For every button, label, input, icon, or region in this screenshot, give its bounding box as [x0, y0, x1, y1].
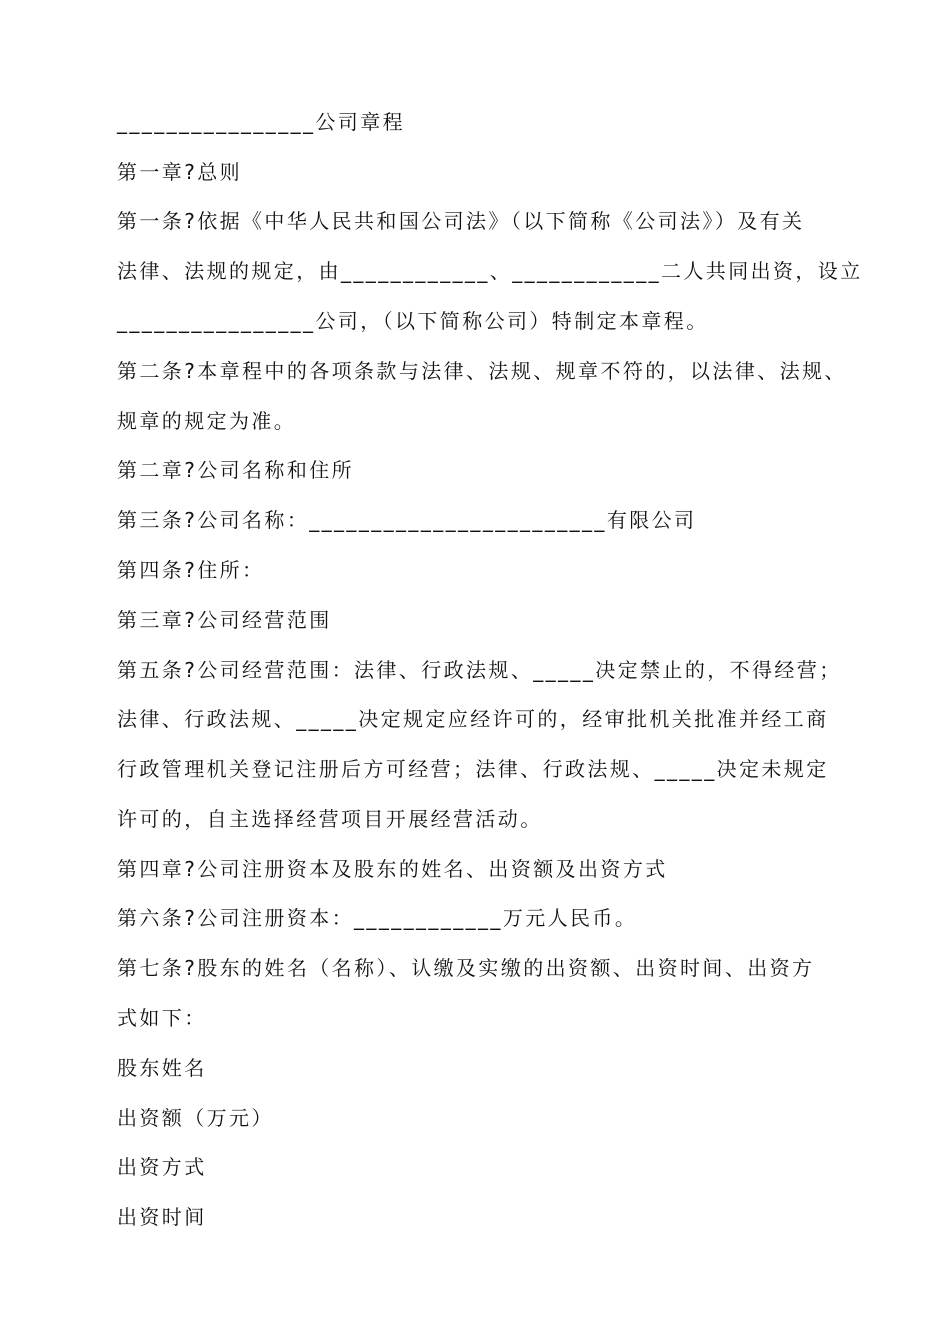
article-line: [117, 307, 709, 335]
line-text: 出资时间: [117, 1205, 207, 1229]
line-text: 第一章?总则: [117, 160, 243, 184]
line-text: 股东姓名: [117, 1056, 207, 1080]
chapter-heading: [117, 456, 354, 484]
article-line: [117, 656, 842, 684]
line-text: 第三章?公司经营范围: [117, 608, 332, 632]
chapter-heading: [117, 158, 242, 186]
line-text: 许可的，自主选择经营项目开展经营活动。: [117, 807, 543, 831]
line-text: 第四条?住所：: [117, 558, 265, 582]
line-text: 式如下：: [117, 1006, 207, 1030]
line-text: ________________公司章程: [117, 110, 405, 134]
article-line: [117, 506, 696, 534]
article-line: [117, 407, 296, 435]
line-text: 第二条?本章程中的各项条款与法律、法规、规章不符的，以法律、法规、: [117, 359, 847, 383]
table-header-cell: [117, 1104, 274, 1132]
line-text: 法律、法规的规定，由____________、____________二人共同出资，设立: [117, 259, 863, 283]
line-text: 出资方式: [117, 1155, 207, 1179]
line-text: 第五条?公司经营范围：法律、行政法规、_____决定禁止的，不得经营；: [117, 658, 842, 682]
article-line: [117, 257, 863, 285]
document-title: [117, 108, 405, 136]
line-text: 第七条?股东的姓名（名称）、认缴及实缴的出资额、出资时间、出资方: [117, 956, 815, 980]
line-text: 第六条?公司注册资本：____________万元人民币。: [117, 906, 638, 930]
article-line: [117, 755, 829, 783]
line-text: 出资额（万元）: [117, 1106, 274, 1130]
article-line: [117, 805, 543, 833]
table-header-cell: [117, 1153, 207, 1181]
table-header-cell: [117, 1203, 207, 1231]
line-text: 法律、行政法规、_____决定规定应经许可的，经审批机关批准并经工商: [117, 707, 829, 731]
article-line: [117, 556, 264, 584]
article-line: [117, 954, 814, 982]
line-text: 第三条?公司名称：________________________有限公司: [117, 508, 697, 532]
line-text: 第四章?公司注册资本及股东的姓名、出资额及出资方式: [117, 857, 668, 881]
chapter-heading: [117, 855, 668, 883]
line-text: 第二章?公司名称和住所: [117, 458, 355, 482]
line-text: 行政管理机关登记注册后方可经营；法律、行政法规、_____决定未规定: [117, 757, 829, 781]
line-text: 规章的规定为准。: [117, 409, 297, 433]
table-header-cell: [117, 1054, 207, 1082]
article-line: [117, 904, 637, 932]
article-line: [117, 207, 804, 235]
line-text: ________________公司，（以下简称公司）特制定本章程。: [117, 309, 709, 333]
article-line: [117, 357, 847, 385]
article-line: [117, 1004, 207, 1032]
chapter-heading: [117, 606, 332, 634]
article-line: [117, 705, 829, 733]
line-text: 第一条?依据《中华人民共和国公司法》（以下简称《公司法》）及有关: [117, 209, 805, 233]
